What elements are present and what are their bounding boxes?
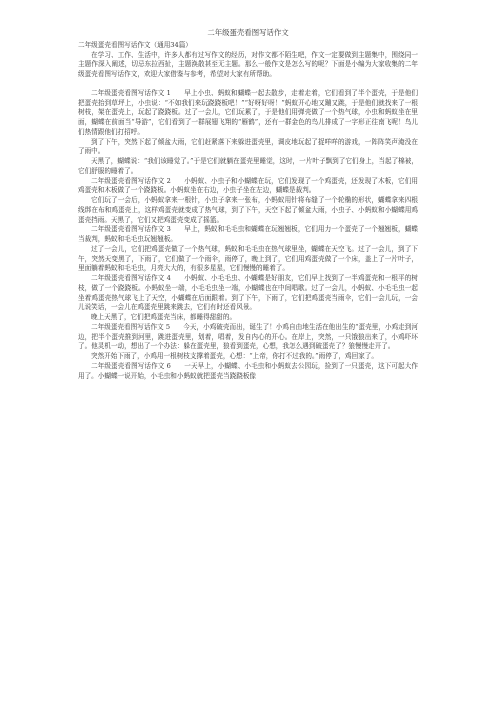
paragraph-essay-3: 二年级蛋壳看图写话作文 3 早上，蚂蚁和毛毛虫和蝴蝶在玩翘翘板，它们用力一个蛋壳了一个翘翘板，蝴蝶当裁判，蚂蚁和毛毛虫玩翘翘板。 (78, 225, 418, 244)
paragraph: 过了一会儿，它们把鸡蛋壳做了一个热气球，蚂蚁和毛毛虫在热气球里坐，蝴蝶在天空飞。过了一会儿，到了下午，突然天变黑了，下雨了，它们做了一个雨伞，雨停了，晚上到了，它们用鸡蛋壳做了一个床，盖上了一片叶子，里面躺着蚂蚁和毛毛虫，月亮大大的，有很多星星，它们慢慢的睡着了。 (78, 244, 418, 273)
paragraph: 晚上天黑了，它们把鸡蛋壳当床，都睡得甜甜的。 (91, 313, 237, 322)
intro-heading: 二年级蛋壳看图写话作文（通用34篇） (78, 41, 192, 49)
paragraph-essay-5: 二年级蛋壳看图写话作文 5 今天，小鸡破壳而出，诞生了！小鸡自由地生活在他出生的“蛋壳里，小鸡走到河边，把半个蛋壳推到河里，跳进蛋壳里，划着，唱着，发自内心的开心。在岸上，突然，一只饿狼出来了，小鸡吓坏了。他灵机一动，想出了一个办法：躲在蛋壳里，狼看到蛋壳，心想，我怎么遇到破蛋壳了？狼慢慢走开了。 (78, 322, 418, 351)
paragraph: 它们玩了一会后，小蚂蚁拿来一根针，小虫子拿来一张布，小蚂蚁用针将布缝了一个轮椭的形状，蝴蝶拿来四根线绑在布和鸡蛋壳上，这样鸡蛋壳就变成了热气球，到了下午，天空下起了倾盆大雨，小虫子、小蚂蚁和小蝴蝶用鸡蛋壳挡雨。天黑了，它们又把鸡蛋壳变成了摇篮。 (78, 196, 418, 224)
paragraph: 突然开始下雨了，小鸡用一根树枝支撑着蛋壳，心想：“上帝，你打不过我的。”雨停了，鸡回家了。 (91, 352, 378, 361)
paragraph-essay-4: 二年级蛋壳看图写话作文 4 小蚂蚁、小毛毛虫、小蝴蝶是好朋友，它们早上找到了一半鸡蛋壳和一根平的树枝，做了一个跷跷板。小蚂蚁坐一端，小毛毛虫坐一端，小蝴蝶也在中间唱歌。过了一会儿，小蚂蚁、小毛毛虫一起坐着鸡蛋壳热气球飞上了天空，小蝴蝶在后面跟着。到了下午，下雨了，它们把鸡蛋壳当雨伞，它们一会儿玩，一会儿说笑话，一会儿在鸡蛋壳里跳来跳去，它们有时还看风景。 (78, 274, 418, 312)
paragraph-intro: 在学习、工作、生活中，许多人都有过写作文的经历，对作文都不陌生吧，作文一定要做到主题集中，围绕同一主题作深入阐述，切忌东拉西扯，主题涣散甚至无主题。那么一般作文是怎么写的呢？下面是小编为大家收集的二年级蛋壳看图写话作文，欢迎大家借鉴与参考，希望对大家有所帮助。 (78, 50, 418, 79)
paragraph: 天黑了，蝴蝶说：“我们该睡觉了。”于是它们就躺在蛋壳里睡觉，这时，一片叶子飘到了它们身上，当起了棉被，它们舒服的睡着了。 (78, 157, 418, 175)
document-title: 二年级蛋壳看图写话作文 (207, 28, 289, 37)
paragraph-essay-6: 二年级蛋壳看图写话作文 6 一天早上，小蝴蝶、小毛虫和小蚂蚁去公园玩，捡到了一只蛋壳，这下可起大作用了。小蝴蝶一说开始，小毛虫和小蚂蚁就把蛋壳当跷跷板像 (78, 361, 418, 380)
paragraph: 到了下午，突然下起了倾盆大雨，它们赶紧落下来躲进蛋壳里，调皮地玩起了捉咩咩的游戏，一阵阵笑声淹没在了雨中。 (78, 137, 418, 156)
paragraph-essay-1: 二年级蛋壳看图写话作文 1 早上小虫、蚂蚁和蝴蝶一起去散步，走着走着，它们看到了半个蛋壳，于是他们把蛋壳抬到草坪上，小虫说：“不如我们来玩跷跷板吧！”“好呀好呀！”蚂蚁开心地又蹦又跳，于是他们就找来了一根树枝，架在蛋壳上，玩起了跷跷板。过了一会儿，它们玩累了，于是他们用弹壳做了一个热气球，小虫和蚂蚁坐在里面，蝴蝶在前面当“导游”，它们看到了一群展翅飞翔的“雁鹤”，还有一群金色的鸟儿排成了一字形正往南飞呢！鸟儿们热情跟他们打招呼。 (78, 88, 418, 136)
paragraph-essay-2: 二年级蛋壳看图写话作文 2 小蚂蚁、小虫子和小蝴蝶在玩，它们发现了一个鸡蛋壳，还发现了木板，它们用鸡蛋壳和木板做了一个跷跷板。小蚂蚁坐在右边，小虫子坐在左边，蝴蝶是裁判。 (78, 176, 418, 195)
